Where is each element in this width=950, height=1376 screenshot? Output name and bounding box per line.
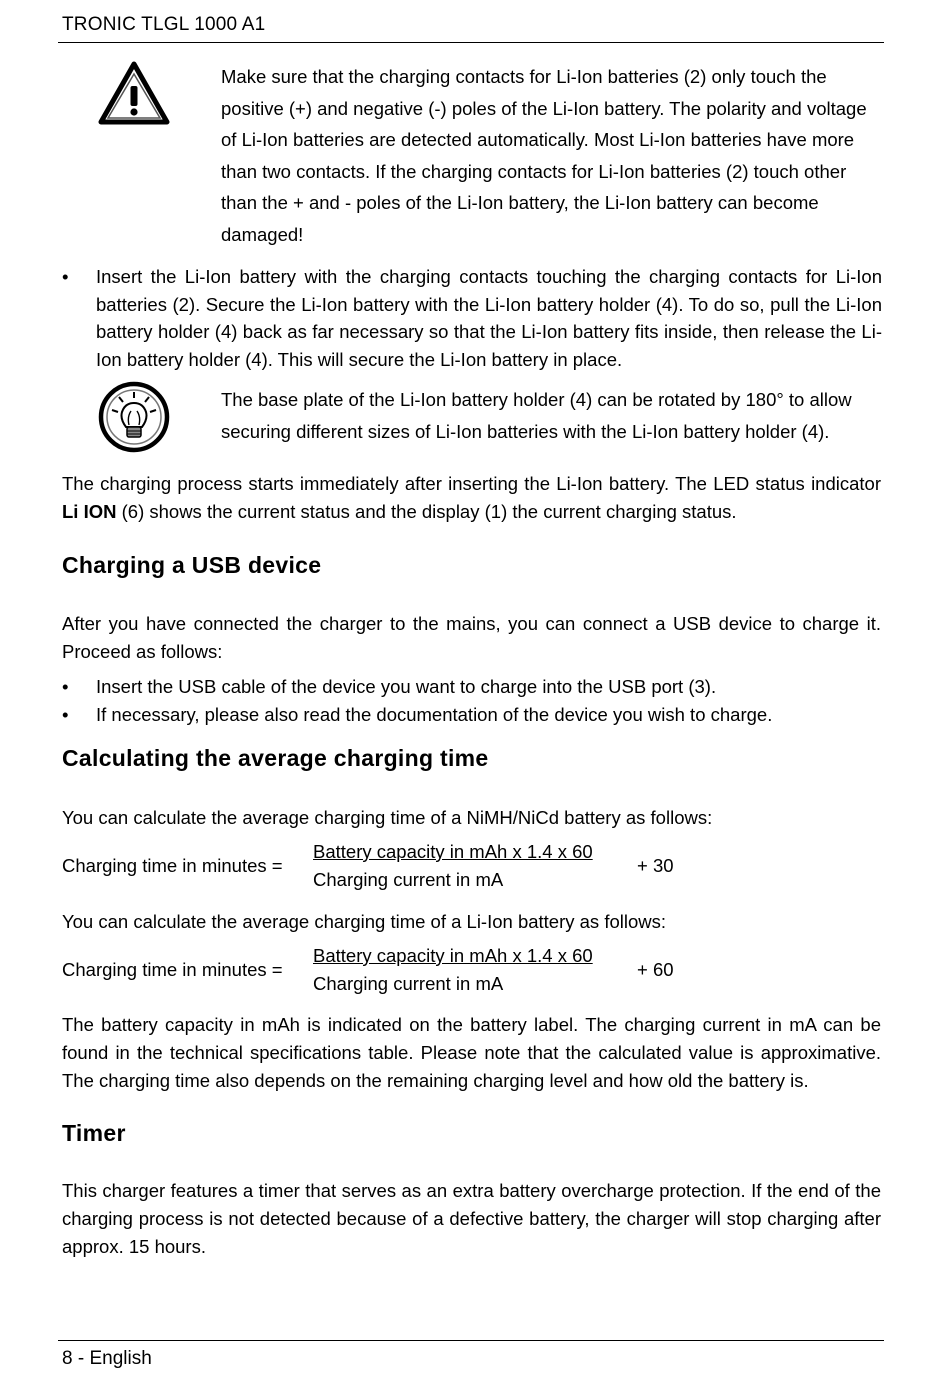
liion-intro-paragraph: You can calculate the average charging time of a Li-Ion battery as follows: — [62, 911, 667, 932]
page-footer-label: 8 - English — [62, 1348, 152, 1369]
timer-paragraph: This charger features a timer that serves as an extra battery overcharge protection. If the end of the charging process is not detected because of a defective battery, the charger will stop charging after approx. 15 hours. — [62, 1180, 881, 1257]
liion-formula-denominator: Charging current in mA — [313, 973, 504, 994]
usb-section-heading: Charging a USB device — [62, 552, 322, 578]
led-indicator-label: Li ION — [62, 501, 117, 522]
nimh-formula-denominator: Charging current in mA — [313, 869, 504, 890]
insert-bullet-item: • Insert the Li-Ion battery with the charging contacts touching the charging contacts for Li-Ion batteries (2). Secure the Li-Ion battery with the Li-Ion battery holder (4). To do so, pull the Li-Ion battery holder (4) back as far necessary so that the Li-Ion battery fits inside, then release the Li-Ion battery holder (4). This will secure the Li-Ion battery in place. — [62, 263, 882, 373]
liion-formula-label: Charging time in minutes = — [62, 959, 283, 980]
usb-bullet-list — [62, 673, 882, 728]
usb-bullet-item: • If necessary, please also read the documentation of the device you wish to charge. — [62, 701, 882, 729]
usb-intro-paragraph: After you have connected the charger to the mains, you can connect a USB device to charge it. Proceed as follows: — [62, 613, 881, 662]
liion-formula-addend: + 60 — [637, 959, 674, 980]
warning-note-text: Make sure that the charging contacts for Li-Ion batteries (2) only touch the positive (+) and negative (-) poles of the Li-Ion battery. The polarity and voltage of Li-Ion batteries are detected automatically. Most Li-Ion batteries have more than two contacts. If the charging contacts for Li-Ion batteries (2) touch other than the + and - poles of the Li-Ion battery, the Li-Ion battery can become damaged! — [221, 66, 867, 245]
tip-note-text: The base plate of the Li-Ion battery holder (4) can be rotated by 180° to allow securing different sizes of Li-Ion batteries with the Li-Ion battery holder (4). — [221, 389, 852, 442]
charging-process-paragraph — [62, 470, 881, 526]
charging-para-after: (6) shows the current status and the display (1) the current charging status. — [116, 501, 737, 522]
calc-notes-paragraph: The battery capacity in mAh is indicated on the battery label. The charging current in mA can be found in the technical specifications table. Please note that the calculated value is approximative. The charging time also depends on the remaining charging level and how old the battery is. — [62, 1014, 881, 1091]
timer-section-heading: Timer — [62, 1120, 126, 1146]
charging-para-before: The charging process starts immediately after inserting the Li-Ion battery. The LED status indicator — [62, 473, 881, 494]
nimh-formula-label: Charging time in minutes = — [62, 855, 283, 876]
calc-section-heading: Calculating the average charging time — [62, 745, 489, 771]
usb-bullet-item: • Insert the USB cable of the device you want to charge into the USB port (3). — [62, 673, 882, 701]
nimh-intro-paragraph: You can calculate the average charging time of a NiMH/NiCd battery as follows: — [62, 807, 713, 828]
page-header-title: TRONIC TLGL 1000 A1 — [62, 14, 266, 35]
nimh-formula-numerator: Battery capacity in mAh x 1.4 x 60 — [313, 841, 593, 862]
header-rule — [58, 42, 884, 43]
lightbulb-icon — [98, 381, 170, 453]
insert-bullet-list — [62, 263, 882, 373]
warning-triangle-icon — [98, 60, 170, 132]
liion-formula-numerator: Battery capacity in mAh x 1.4 x 60 — [313, 945, 593, 966]
footer-rule — [58, 1340, 884, 1341]
nimh-formula-addend: + 30 — [637, 855, 674, 876]
